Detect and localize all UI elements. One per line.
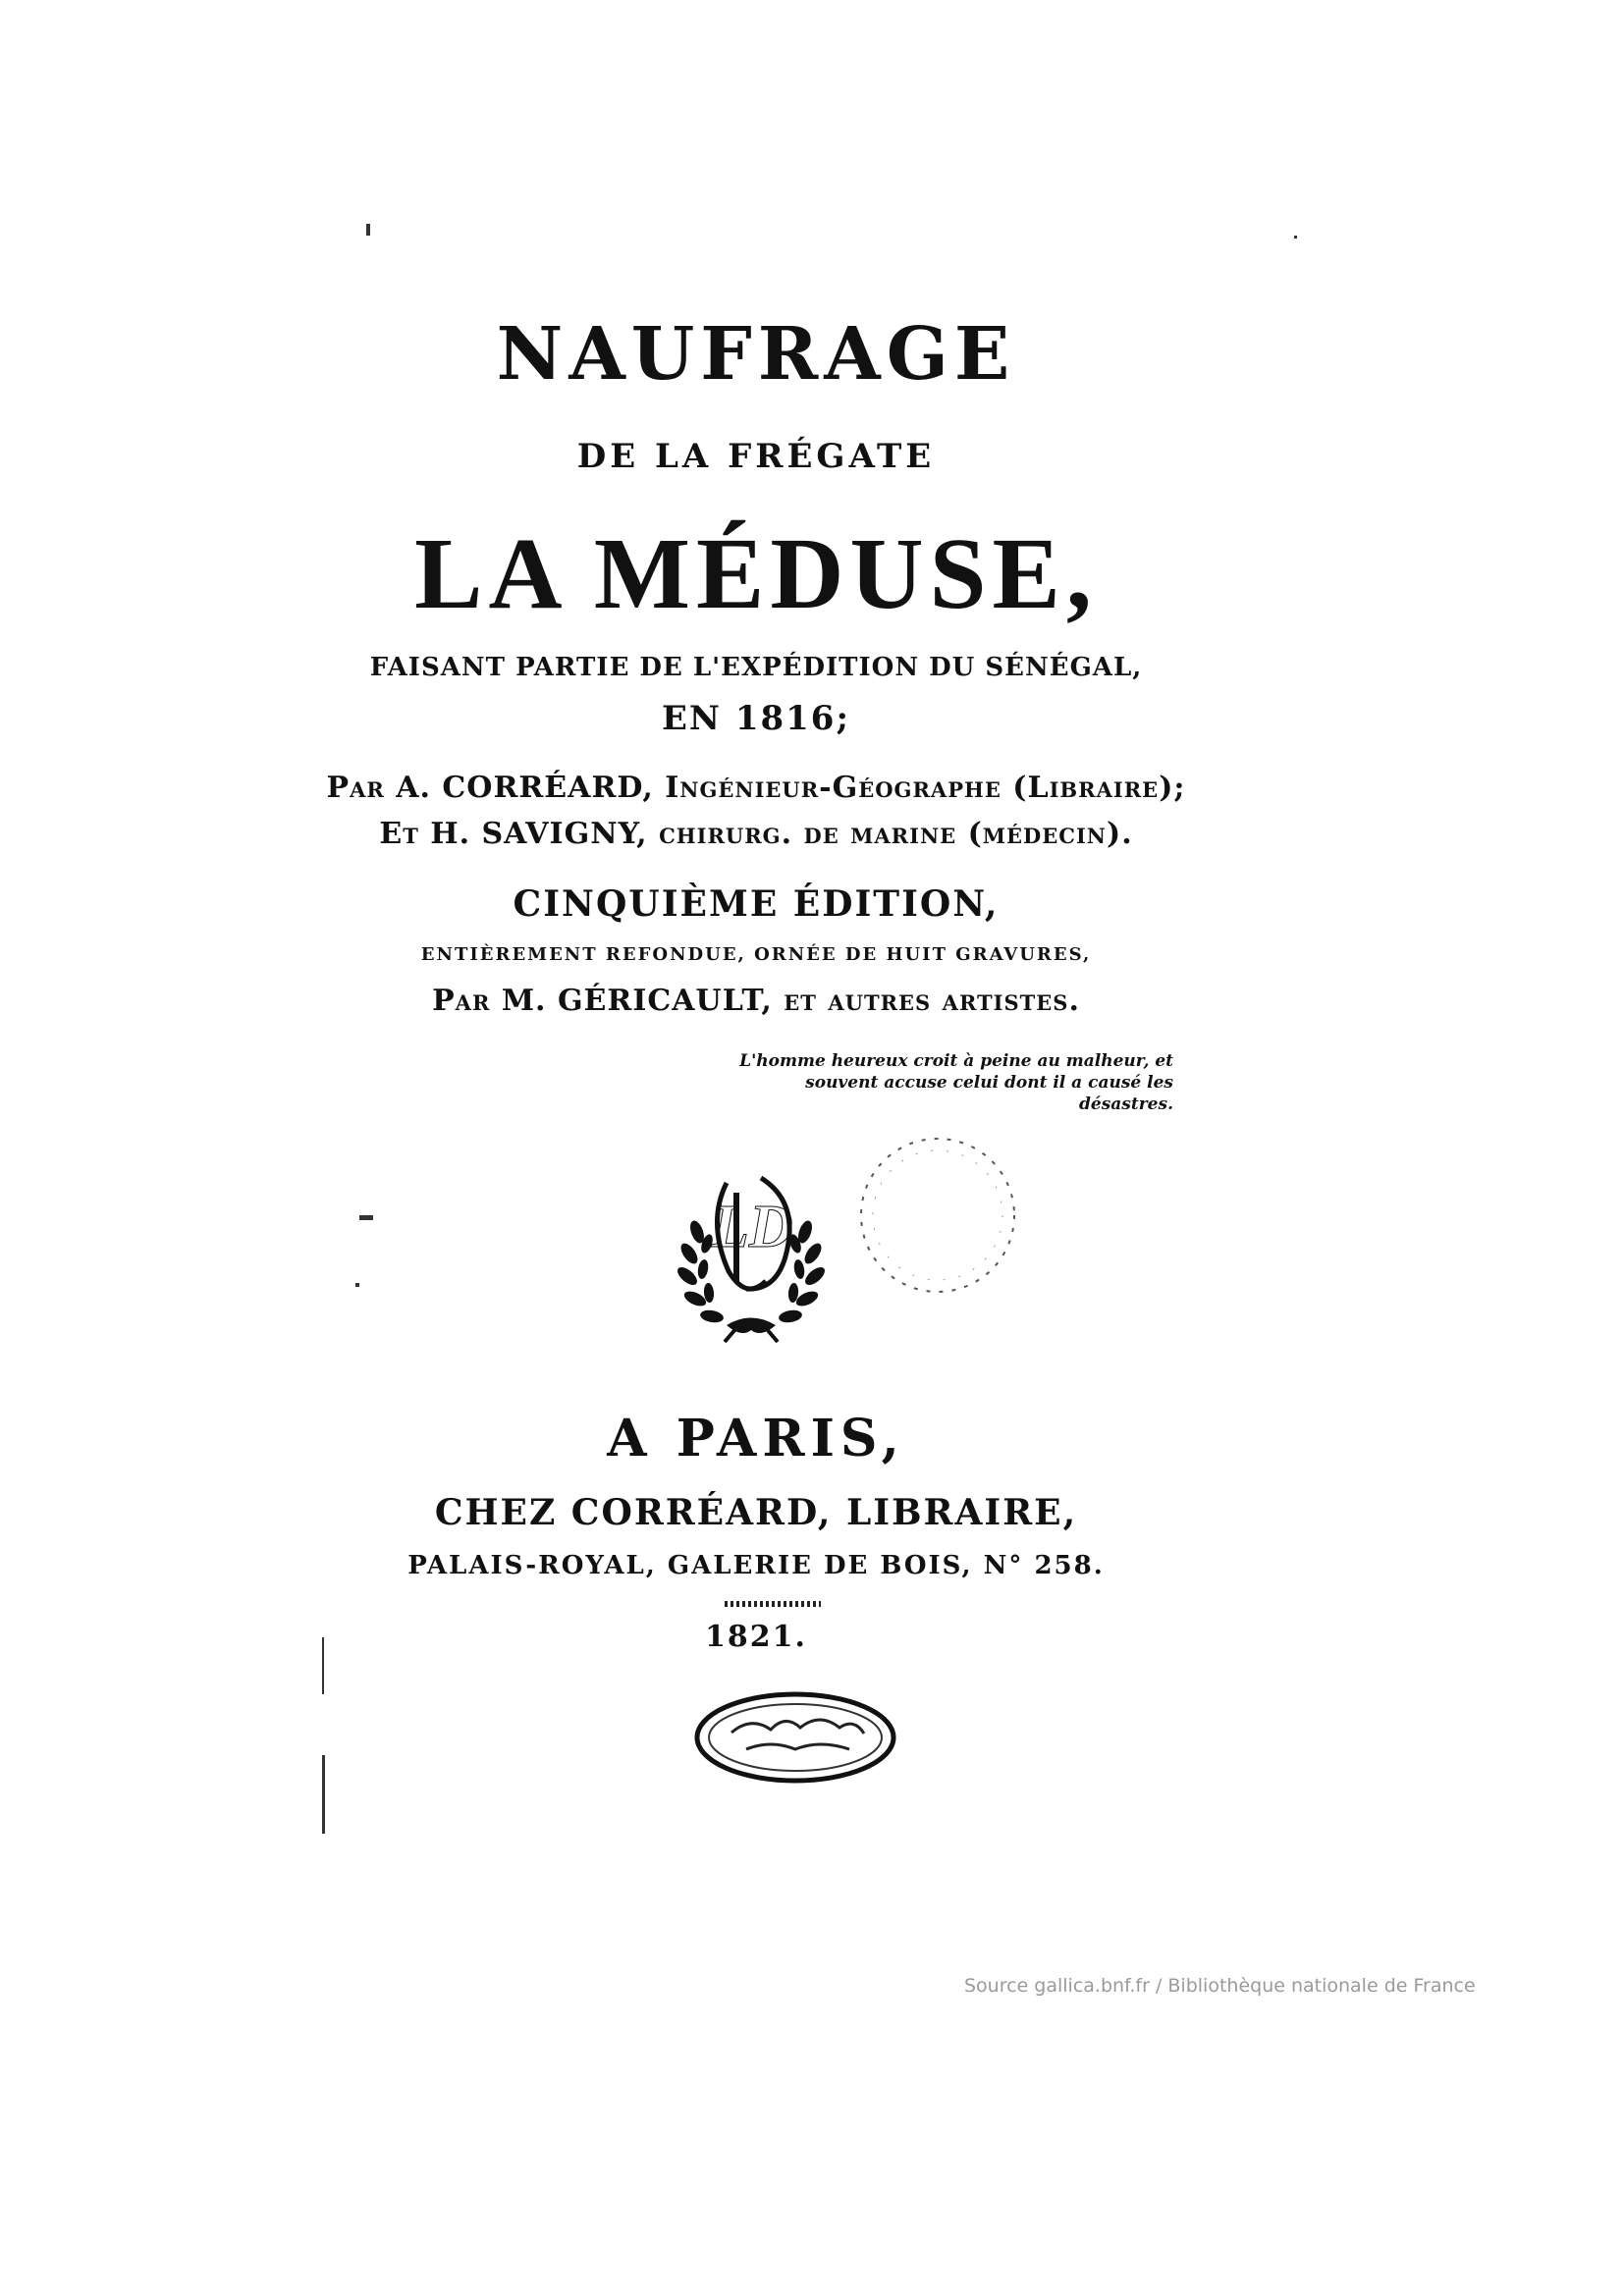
imprint-publisher: CHEZ CORRÉARD, LIBRAIRE,: [434, 1492, 1078, 1533]
source-credit: Source gallica.bnf.fr / Bibliothèque nationale de France: [964, 1975, 1476, 1997]
ornamental-rule: [725, 1601, 821, 1607]
title-la-meduse: LA MÉDUSE,: [414, 517, 1098, 630]
subtitle-expedition: FAISANT PARTIE DE L'EXPÉDITION DU SÉNÉGAL,: [369, 653, 1143, 682]
scan-mark-left-1: [359, 1215, 373, 1220]
author-correard: Par A. CORRÉARD, Ingénieur-Géographe (Libraire);: [326, 771, 1186, 805]
monogram-emblem: [668, 1163, 835, 1349]
monogram-text: LD: [712, 1194, 793, 1260]
subtitle-year: EN 1816;: [661, 699, 850, 738]
scan-mark-left-3: [322, 1637, 324, 1694]
scan-mark-top-right: [1294, 236, 1297, 239]
scan-mark-left-4: [322, 1755, 325, 1834]
imprint-city: A PARIS,: [607, 1409, 905, 1468]
scan-mark-left-2: [355, 1283, 359, 1287]
library-stamp-circle: [849, 1127, 1026, 1308]
epigraph-line-1: L'homme heureux croit à peine au malheur, et: [739, 1051, 1173, 1071]
epigraph-line-2: souvent accuse celui dont il a causé les désastres.: [805, 1073, 1173, 1114]
scan-mark-top-left: [366, 224, 370, 236]
library-stamp-oval: [692, 1688, 898, 1790]
title-naufrage: NAUFRAGE: [496, 312, 1016, 397]
author-savigny: Et H. SAVIGNY, chirurg. de marine (médecin).: [379, 817, 1133, 851]
edition-description: ENTIÈREMENT REFONDUE, ORNÉE DE HUIT GRAVURES,: [420, 944, 1092, 965]
imprint-year: 1821.: [705, 1620, 807, 1654]
edition-illustrator: Par M. GÉRICAULT, et autres artistes.: [432, 984, 1080, 1018]
epigraph: [712, 1050, 1173, 1115]
stamp-oval-icon: [692, 1688, 898, 1787]
edition-title: CINQUIÈME ÉDITION,: [513, 883, 1000, 925]
stamp-circle-icon: [849, 1127, 1026, 1304]
title-de-la-fregate: DE LA FRÉGATE: [576, 437, 936, 476]
imprint-address: PALAIS-ROYAL, GALERIE DE BOIS, N° 258.: [407, 1551, 1105, 1580]
